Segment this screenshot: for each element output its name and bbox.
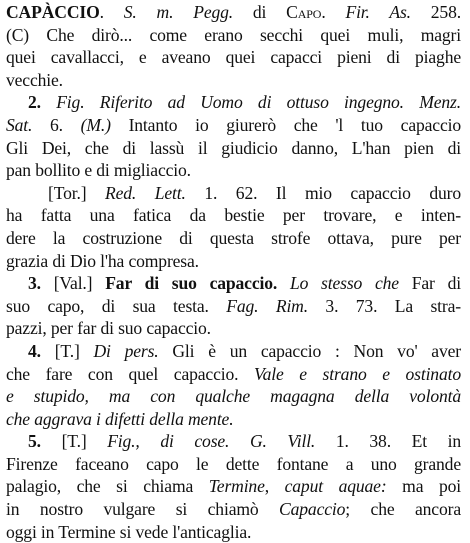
- sense-2b-line-2: ha fatta una fatica da bestie per trovare, e inten-: [6, 205, 461, 226]
- phrase: Far di suo capaccio.: [105, 273, 278, 294]
- sense-2b: [6, 182, 461, 272]
- citation-number: 1. 38. Et in: [315, 431, 461, 452]
- sense-4: [6, 340, 461, 430]
- entry-capaccio: [6, 1, 461, 543]
- sense-1-line-2: (C) Che dirò... come erano secchi quei muli, magri: [6, 24, 461, 45]
- sense-2-line-2: [6, 114, 461, 137]
- citation-number: 6.: [32, 114, 81, 135]
- sense-1: [6, 1, 461, 91]
- headword: CAPÀCCIO: [6, 2, 100, 22]
- connector: di: [233, 2, 287, 22]
- quotation: in nostro vulgare si chiamò: [6, 499, 280, 520]
- source-citation: Red. Lett.: [86, 182, 186, 203]
- sense-definition: Fig. Riferito ad Uomo di ottuso ingegno. Menz.: [40, 92, 461, 113]
- definition-text: Far di: [398, 273, 461, 294]
- quotation: palagio, che si chiama: [6, 476, 209, 497]
- source-citation: Fag. Rim.: [226, 295, 308, 316]
- punct: .: [99, 2, 124, 22]
- sense-1-line-1: [6, 1, 461, 24]
- definition-text: suo capo, di sua testa.: [6, 295, 227, 316]
- sense-2-line-3: Gli Dei, che di lassù il giudicio danno, L'han pien di: [6, 137, 461, 158]
- edition-tag: (M.): [80, 114, 111, 135]
- term: Termine: [208, 476, 265, 497]
- sense-5: [6, 430, 461, 543]
- quotation: ma poi: [386, 476, 462, 497]
- citation-number: 258.: [410, 2, 461, 22]
- sense-number: 2.: [28, 92, 41, 113]
- grammar-label: S. m. Pegg.: [123, 2, 234, 22]
- sense-3-line-3: pazzi, per far di suo capaccio.: [6, 318, 211, 339]
- sense-4-line-3: e stupido, ma con qualche magagna della volontà: [6, 386, 461, 407]
- sense-2b-line-3: dere la costruzione di questa strofe ottava, pure per: [6, 227, 461, 248]
- sense-2b-line-1: [6, 182, 461, 205]
- sense-number: 4.: [28, 340, 41, 361]
- sense-definition: Lo stesso che: [277, 273, 399, 294]
- term: Capaccio: [279, 499, 346, 520]
- quotation: 1. 62. Il mio capaccio duro: [185, 182, 461, 203]
- sense-3-line-1: [6, 272, 461, 295]
- sense-5-line-2: Firenze faceano capo le dette fontane a uno grande: [6, 453, 461, 474]
- sense-5-line-5: oggi in Termine si vede l'anticaglia.: [6, 521, 252, 542]
- quotation: che fare con quel capaccio.: [6, 363, 254, 384]
- sense-definition: Fig., di cose. G. Vill.: [107, 431, 316, 452]
- sense-definition: Di pers.: [93, 340, 159, 361]
- sense-1-line-4: vecchie.: [6, 69, 63, 90]
- sense-4-line-1: [6, 340, 461, 363]
- quotation: ; che ancora: [345, 499, 461, 520]
- sense-2: [6, 91, 461, 181]
- sense-gloss: Vale e strano e ostinato: [253, 363, 461, 384]
- sense-4-line-4: che aggrava i difetti della mente.: [6, 408, 234, 429]
- edition-tag: [T.]: [40, 431, 108, 452]
- quotation: Gli è un capaccio : Non vo' aver: [158, 340, 461, 361]
- sense-5-line-1: [6, 430, 461, 453]
- sense-3: [6, 272, 461, 340]
- sense-number: 3.: [28, 273, 41, 294]
- source-citation: Sat.: [6, 114, 33, 135]
- cross-reference: Capo: [286, 2, 322, 22]
- sense-2-line-1: [6, 91, 461, 114]
- punct: ,: [264, 476, 285, 497]
- quotation: 3. 73. La stra-: [307, 295, 461, 316]
- sense-5-line-4: [6, 498, 461, 521]
- edition-tag: [T.]: [40, 340, 94, 361]
- sense-number: 5.: [28, 431, 41, 452]
- edition-tag: [Val.]: [40, 273, 106, 294]
- sense-1-line-3: quei cavallacci, e aveano quei capacci pieni di piaghe: [6, 47, 461, 68]
- sense-2b-line-4: grazia di Dio l'ha compresa.: [6, 250, 199, 271]
- quotation: Intanto io giurerò che 'l tuo capaccio: [110, 114, 461, 135]
- sense-4-line-2: [6, 363, 461, 386]
- sense-3-line-2: [6, 295, 461, 318]
- punct: .: [321, 2, 346, 22]
- source-citation: Fir. As.: [345, 2, 411, 22]
- sense-2-line-4: pan bollito e di migliaccio.: [6, 160, 191, 181]
- latin-phrase: caput aquae:: [284, 476, 387, 497]
- edition-tag: [Tor.]: [48, 182, 87, 203]
- sense-5-line-3: [6, 475, 461, 498]
